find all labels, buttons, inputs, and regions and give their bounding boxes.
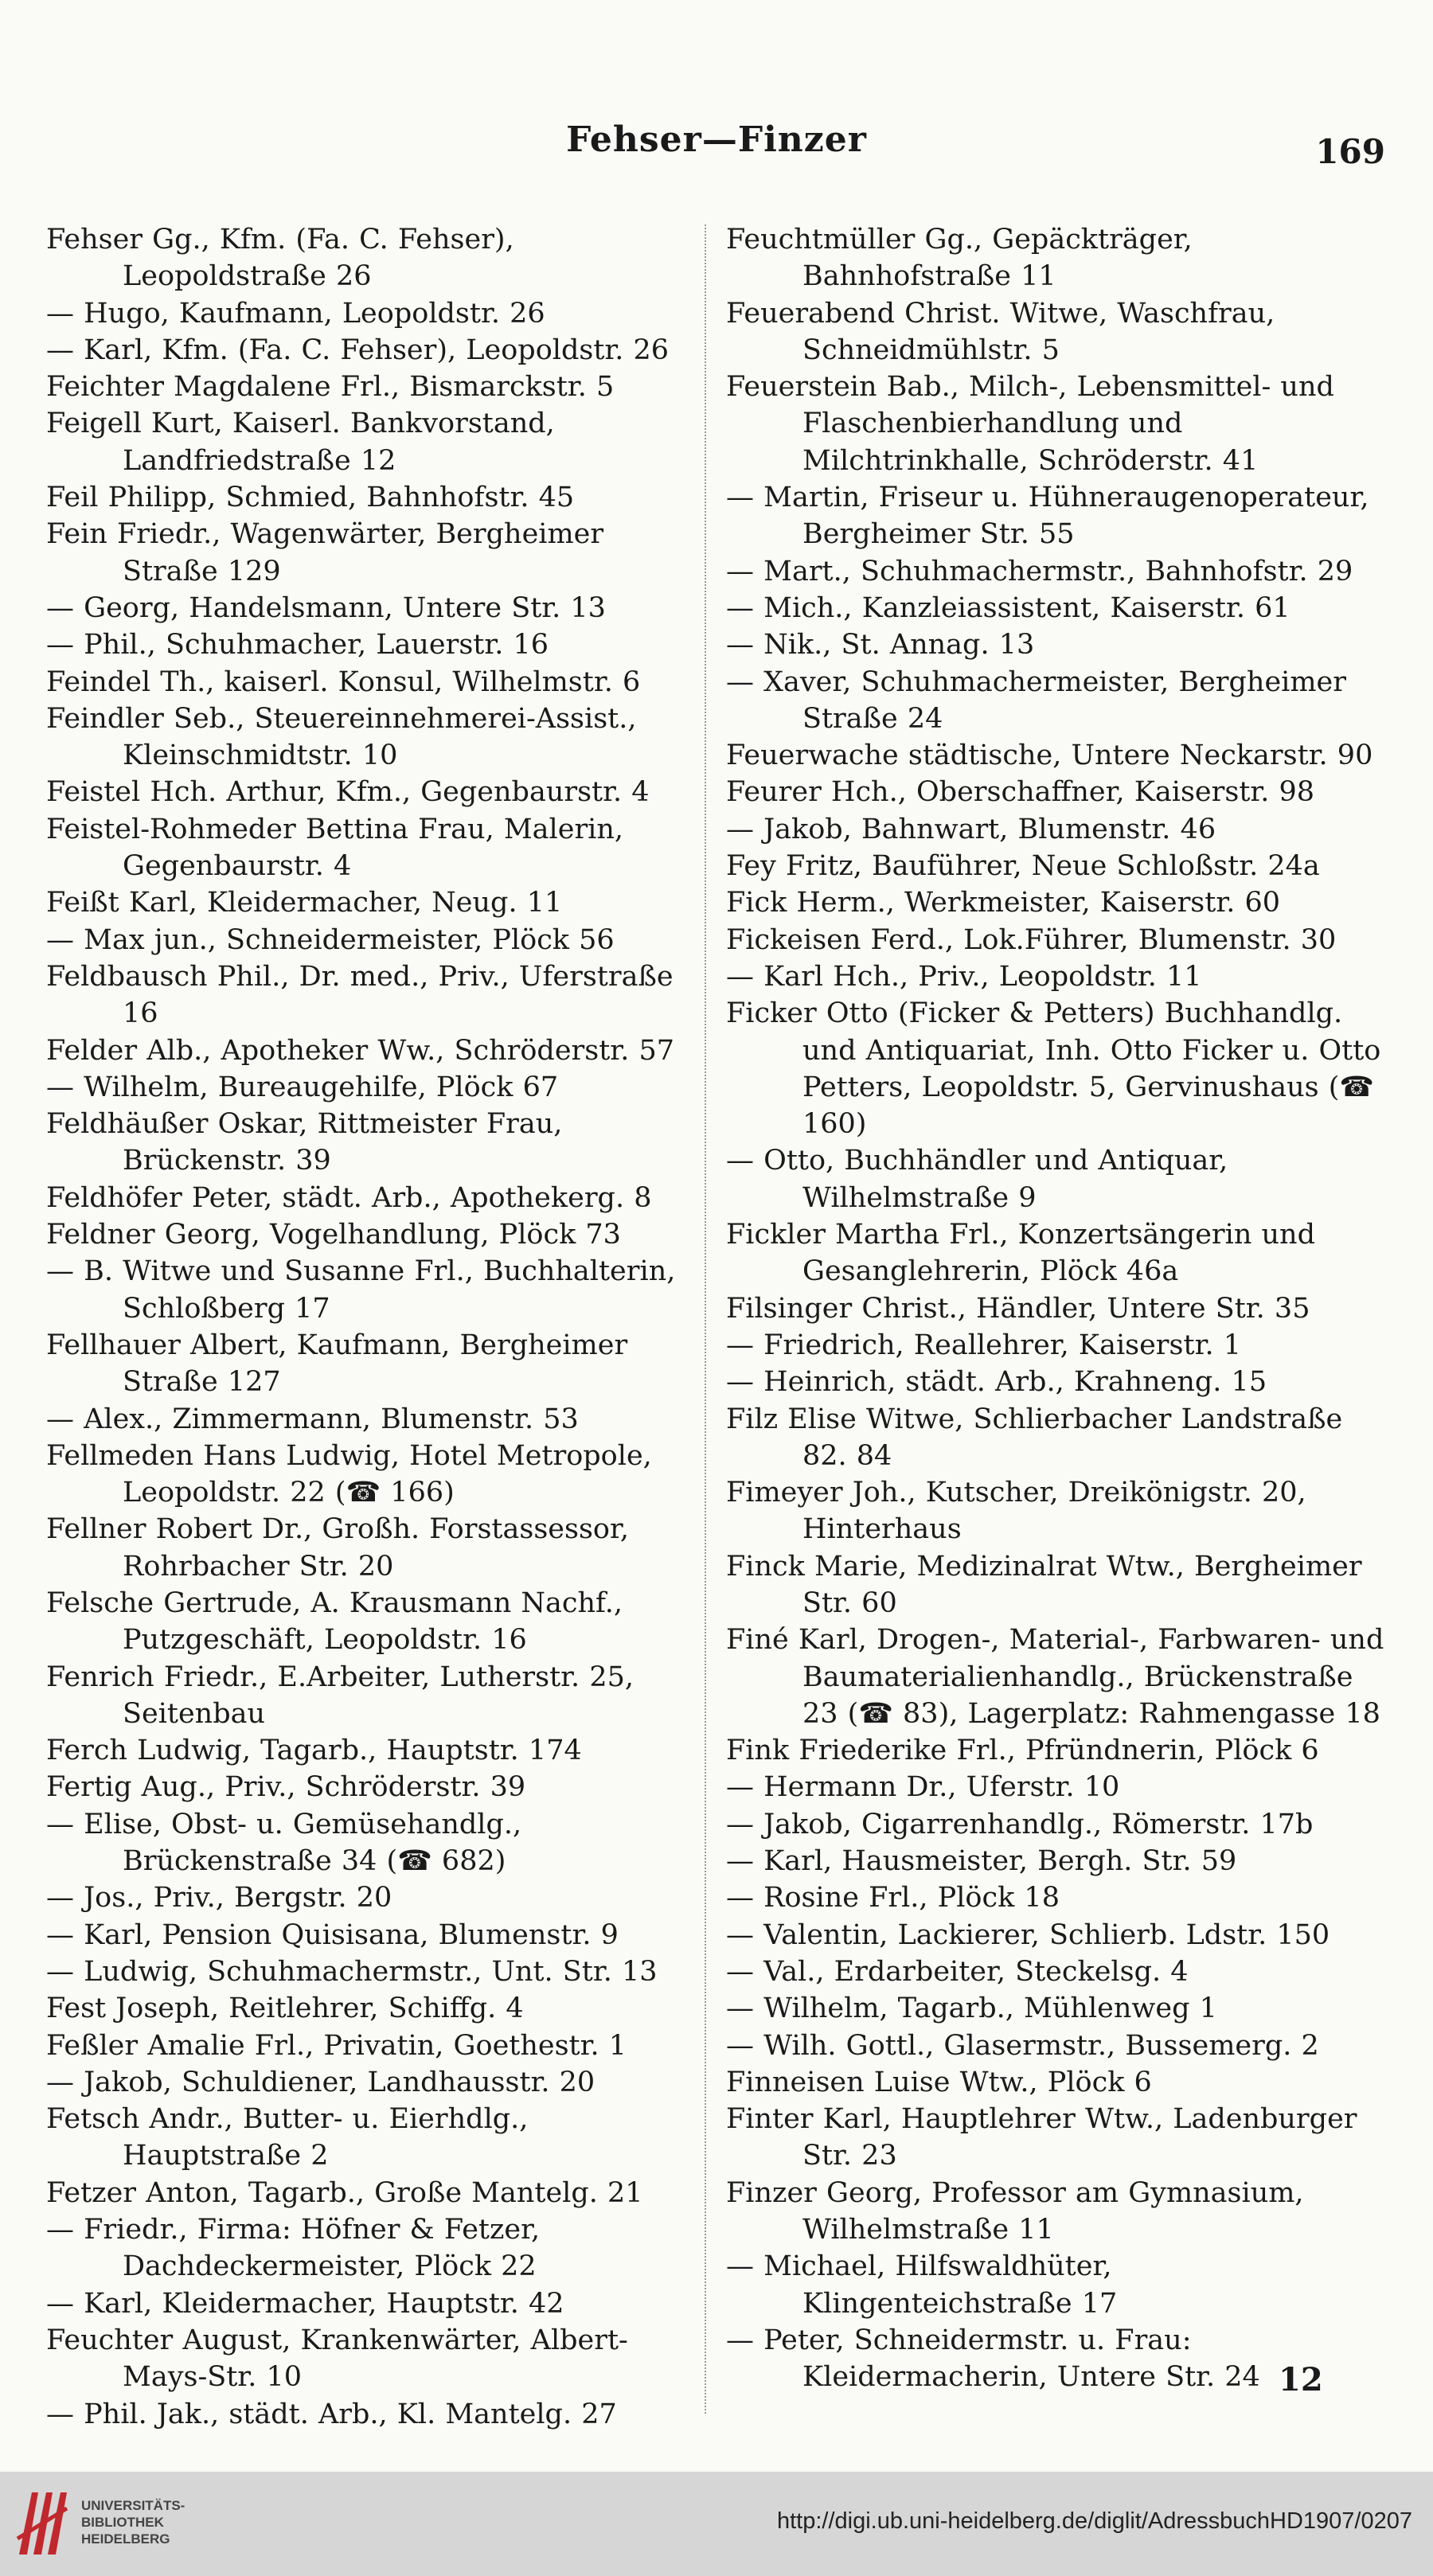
directory-entry: Fellhauer Albert, Kaufmann, Bergheimer Straße 127: [46, 1329, 628, 1399]
directory-entry: Fimeyer Joh., Kutscher, Dreikönigstr. 20, Hinterhaus: [726, 1477, 1306, 1546]
directory-entry: Fetsch Andr., Butter- u. Eierhdlg., Hauptstraße 2: [46, 2103, 529, 2172]
directory-entry: Feuerabend Christ. Witwe, Waschfrau, Schneidmühlstr. 5: [726, 297, 1275, 366]
directory-entry: — Jakob, Schuldiener, Landhausstr. 20: [46, 2066, 595, 2098]
directory-entry: — Karl, Kfm. (Fa. C. Fehser), Leopoldstr. 26: [46, 334, 670, 366]
directory-entry: — Karl, Kleidermacher, Hauptstr. 42: [46, 2287, 564, 2320]
directory-entry: — Friedrich, Reallehrer, Kaiserstr. 1: [726, 1329, 1241, 1361]
directory-entry: — B. Witwe und Susanne Frl., Buchhalterin, Schloßberg 17: [46, 1255, 676, 1325]
directory-entry: — Heinrich, städt. Arb., Krahneng. 15: [726, 1366, 1267, 1399]
directory-entry: — Karl, Hausmeister, Bergh. Str. 59: [726, 1845, 1237, 1878]
footer-bar: [0, 2472, 1433, 2576]
directory-entry: Ferch Ludwig, Tagarb., Hauptstr. 174: [46, 1735, 582, 1767]
directory-entry: Fickler Martha Frl., Konzertsängerin und Gesanglehrerin, Plöck 46a: [726, 1219, 1316, 1288]
directory-entry: — Friedr., Firma: Höfner & Fetzer, Dachdeckermeister, Plöck 22: [46, 2214, 541, 2283]
directory-entry: — Peter, Schneidermstr. u. Frau: Kleidermacherin, Untere Str. 24: [726, 2324, 1260, 2394]
directory-entry: Fetzer Anton, Tagarb., Große Mantelg. 21: [46, 2176, 643, 2209]
directory-entry: Fehser Gg., Kfm. (Fa. C. Fehser), Leopoldstraße 26: [46, 224, 514, 293]
directory-entry: — Hugo, Kaufmann, Leopoldstr. 26: [46, 297, 545, 330]
signature-mark: 12: [1279, 2361, 1323, 2398]
directory-entry: Felsche Gertrude, A. Krausmann Nachf., Putzgeschäft, Leopoldstr. 16: [46, 1587, 623, 1657]
directory-entry: Fink Friederike Frl., Pfründnerin, Plöck 6: [726, 1735, 1319, 1767]
directory-entry: — Nik., St. Annag. 13: [726, 629, 1035, 662]
directory-entry: Feuchtmüller Gg., Gepäckträger, Bahnhofstraße 11: [726, 224, 1193, 293]
column-divider: [705, 224, 706, 2414]
library-name-line: BIBLIOTHEK: [81, 2515, 164, 2530]
source-url-link[interactable]: http://digi.ub.uni-heidelberg.de/diglit/AdressbuchHD1907/0207: [776, 2508, 1412, 2534]
library-name[interactable]: [81, 2497, 288, 2547]
directory-entry: Feichter Magdalene Frl., Bismarckstr. 5: [46, 371, 615, 404]
directory-entry: Feuerstein Bab., Milch-, Lebensmittel- und Flaschenbierhandlung und Milchtrinkhalle, Schröderstr. 41: [726, 371, 1334, 477]
directory-entry: Fey Fritz, Bauführer, Neue Schloßstr. 24a: [726, 850, 1320, 883]
directory-entry: — Karl Hch., Priv., Leopoldstr. 11: [726, 960, 1202, 993]
directory-entry: — Mich., Kanzleiassistent, Kaiserstr. 61: [726, 591, 1290, 624]
directory-entry: Fertig Aug., Priv., Schröderstr. 39: [46, 1771, 526, 1804]
directory-entry: Feßler Amalie Frl., Privatin, Goethestr. 1: [46, 2029, 627, 2062]
directory-entry: — Georg, Handelsmann, Untere Str. 13: [46, 591, 606, 624]
directory-entry: — Michael, Hilfswaldhüter, Klingenteichstraße 17: [726, 2250, 1118, 2320]
directory-entry: — Jos., Priv., Bergstr. 20: [46, 1882, 392, 1914]
directory-entry: Fickeisen Ferd., Lok.Führer, Blumenstr. 30: [726, 923, 1337, 956]
directory-entry: Feistel Hch. Arthur, Kfm., Gegenbaurstr. 4: [46, 776, 650, 809]
directory-entry: Fein Friedr., Wagenwärter, Bergheimer Straße 129: [46, 518, 604, 587]
directory-entry: Feldbausch Phil., Dr. med., Priv., Uferstraße 16: [46, 960, 674, 1030]
directory-entry: Filz Elise Witwe, Schlierbacher Landstraße 82. 84: [726, 1403, 1343, 1472]
directory-entry: — Max jun., Schneidermeister, Plöck 56: [46, 923, 615, 956]
directory-entry: Finé Karl, Drogen-, Material-, Farbwaren- und Baumaterialienhandlg., Brückenstraße 23 (☎ 83), Lagerplatz: Rahmengasse 18: [726, 1624, 1384, 1730]
directory-entry: — Karl, Pension Quisisana, Blumenstr. 9: [46, 1918, 619, 1951]
directory-entry: — Hermann Dr., Uferstr. 10: [726, 1771, 1120, 1804]
directory-entry: Feigell Kurt, Kaiserl. Bankvorstand, Landfriedstraße 12: [46, 408, 555, 477]
directory-entry: Fick Herm., Werkmeister, Kaiserstr. 60: [726, 887, 1281, 919]
directory-entry: — Wilh. Gottl., Glasermstr., Bussemerg. 2: [726, 2029, 1319, 2062]
directory-entry: — Wilhelm, Tagarb., Mühlenweg 1: [726, 1992, 1217, 2025]
directory-entry: Fellner Robert Dr., Großh. Forstassessor, Rohrbacher Str. 20: [46, 1513, 630, 1583]
directory-entry: Feldhäußer Oskar, Rittmeister Frau, Brückenstr. 39: [46, 1108, 563, 1177]
directory-entry: Finter Karl, Hauptlehrer Wtw., Ladenburger Str. 23: [726, 2103, 1357, 2172]
directory-entry: Feurer Hch., Oberschaffner, Kaiserstr. 98: [726, 776, 1315, 809]
right-column: [726, 221, 1387, 2396]
directory-entry: Fellmeden Hans Ludwig, Hotel Metropole, Leopoldstr. 22 (☎ 166): [46, 1439, 652, 1509]
directory-entry: Finck Marie, Medizinalrat Wtw., Bergheimer Str. 60: [726, 1550, 1362, 1619]
directory-entry: — Alex., Zimmermann, Blumenstr. 53: [46, 1403, 579, 1435]
page-number: 169: [1315, 132, 1385, 171]
directory-entry: — Phil., Schuhmacher, Lauerstr. 16: [46, 629, 549, 662]
directory-entry: Finzer Georg, Professor am Gymnasium, Wilhelmstraße 11: [726, 2176, 1304, 2246]
directory-entry: — Otto, Buchhändler und Antiquar, Wilhelmstraße 9: [726, 1145, 1228, 1214]
running-title: Fehser—Finzer: [566, 119, 867, 160]
directory-entry: Feuerwache städtische, Untere Neckarstr. 90: [726, 740, 1373, 772]
left-column: [46, 221, 707, 2433]
directory-entry: — Val., Erdarbeiter, Steckelsg. 4: [726, 1955, 1189, 1988]
directory-entry: Finneisen Luise Wtw., Plöck 6: [726, 2066, 1152, 2098]
directory-entry: — Wilhelm, Bureaugehilfe, Plöck 67: [46, 1071, 559, 1103]
library-name-line: HEIDELBERG: [81, 2531, 170, 2547]
directory-entry: Feldhöfer Peter, städt. Arb., Apothekerg. 8: [46, 1181, 652, 1214]
directory-entry: — Phil. Jak., städt. Arb., Kl. Mantelg. 27: [46, 2398, 617, 2430]
directory-entry: — Jakob, Cigarrenhandlg., Römerstr. 17b: [726, 1808, 1314, 1840]
directory-entry: — Xaver, Schuhmachermeister, Bergheimer Straße 24: [726, 665, 1346, 735]
directory-entry: Feldner Georg, Vogelhandlung, Plöck 73: [46, 1219, 621, 1251]
directory-entry: Feuchter August, Krankenwärter, Albert-Mays-Str. 10: [46, 2324, 628, 2394]
directory-entry: — Elise, Obst- u. Gemüsehandlg., Brückenstraße 34 (☎ 682): [46, 1808, 522, 1878]
directory-entry: Ficker Otto (Ficker & Petters) Buchhandlg. und Antiquariat, Inh. Otto Ficker u. Otto Petters, Leopoldstr. 5, Gervinushaus (☎ 160): [726, 997, 1381, 1141]
directory-entry: Feistel-Rohmeder Bettina Frau, Malerin, Gegenbaurstr. 4: [46, 813, 624, 883]
directory-entry: Feindler Seb., Steuereinnehmerei-Assist., Kleinschmidtstr. 10: [46, 702, 637, 772]
directory-entry: — Rosine Frl., Plöck 18: [726, 1882, 1060, 1914]
directory-entry: Felder Alb., Apotheker Ww., Schröderstr. 57: [46, 1034, 674, 1067]
directory-entry: — Mart., Schuhmachermstr., Bahnhofstr. 29: [726, 555, 1353, 587]
library-name-line: UNIVERSITÄTS-: [81, 2498, 185, 2513]
directory-entry: Feindel Th., kaiserl. Konsul, Wilhelmstr. 6: [46, 665, 641, 698]
directory-entry: — Ludwig, Schuhmachermstr., Unt. Str. 13: [46, 1955, 658, 1988]
directory-entry: — Jakob, Bahnwart, Blumenstr. 46: [726, 813, 1216, 845]
directory-entry: Fenrich Friedr., E.Arbeiter, Lutherstr. 25, Seitenbau: [46, 1661, 634, 1730]
directory-entry: Fest Joseph, Reitlehrer, Schiffg. 4: [46, 1992, 524, 2025]
library-logo-icon[interactable]: [14, 2488, 70, 2559]
directory-entry: — Martin, Friseur u. Hühneraugenoperateur, Bergheimer Str. 55: [726, 482, 1369, 551]
directory-entry: Feißt Karl, Kleidermacher, Neug. 11: [46, 887, 563, 919]
directory-entry: — Valentin, Lackierer, Schlierb. Ldstr. 150: [726, 1918, 1330, 1951]
directory-entry: Feil Philipp, Schmied, Bahnhofstr. 45: [46, 482, 575, 514]
directory-entry: Filsinger Christ., Händler, Untere Str. 35: [726, 1292, 1310, 1325]
